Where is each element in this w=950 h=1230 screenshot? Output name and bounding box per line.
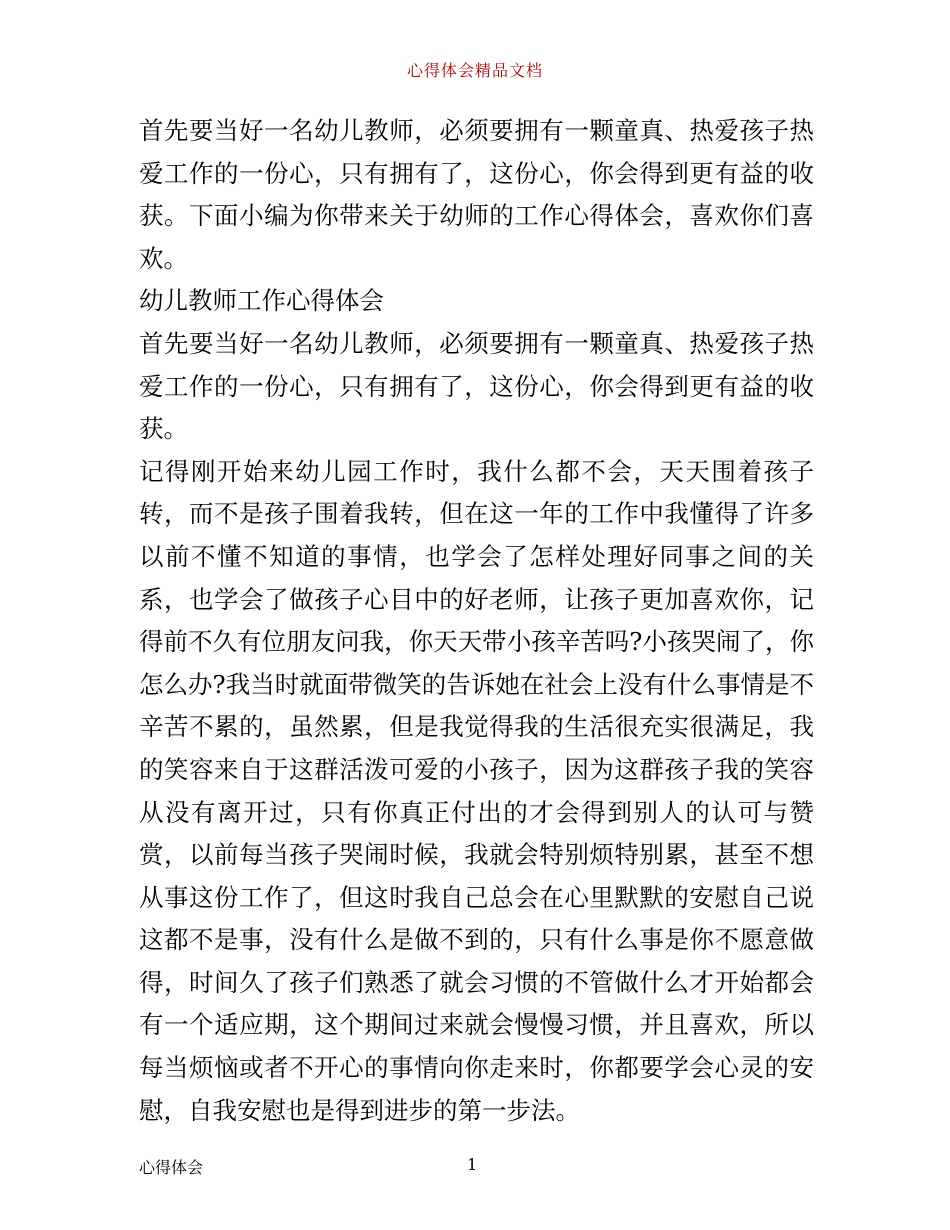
- intro-paragraph: 首先要当好一名幼儿教师，必须要拥有一颗童真、热爱孩子热爱工作的一份心，只有拥有了，这份心，你会得到更有益的收获。下面小编为你带来关于幼师的工作心得体会，喜欢你们喜欢。: [139, 116, 814, 273]
- body-paragraph: 首先要当好一名幼儿教师，必须要拥有一颗童真、热爱孩子热爱工作的一份心，只有拥有了，这份心，你会得到更有益的收获。: [139, 328, 814, 444]
- document-body: [139, 110, 814, 1132]
- document-header-title: 心得体会精品文档: [406, 61, 543, 80]
- section-heading: 幼儿教师工作心得体会: [139, 286, 384, 316]
- page-number: 1: [467, 1155, 478, 1174]
- footer-label: 心得体会: [139, 1158, 204, 1177]
- body-paragraph: 记得刚开始来幼儿园工作时，我什么都不会，天天围着孩子转，而不是孩子围着我转，但在这一年的工作中我懂得了许多以前不懂不知道的事情，也学会了怎样处理好同事之间的关系，也学会了做孩子心目中的好老师，让孩子更加喜欢你，记得前不久有位朋友问我，你天天带小孩辛苦吗?小孩哭闹了，你怎么办?我当时就面带微笑的告诉她在社会上没有什么事情是不辛苦不累的，虽然累，但是我觉得我的生活很充实很满足，我的笑容来自于这群活泼可爱的小孩子，因为这群孩子我的笑容从没有离开过，只有你真正付出的才会得到别人的认可与赞赏，以前每当孩子哭闹时候，我就会特别烦特别累，甚至不想从事这份工作了，但这时我自己总会在心里默默的安慰自己说这都不是事，没有什么是做不到的，只有什么事是你不愿意做得，时间久了孩子们熟悉了就会习惯的不管做什么才开始都会有一个适应期，这个期间过来就会慢慢习惯，并且喜欢，所以每当烦恼或者不开心的事情向你走来时，你都要学会心灵的安慰，自我安慰也是得到进步的第一步法。: [139, 456, 814, 1125]
